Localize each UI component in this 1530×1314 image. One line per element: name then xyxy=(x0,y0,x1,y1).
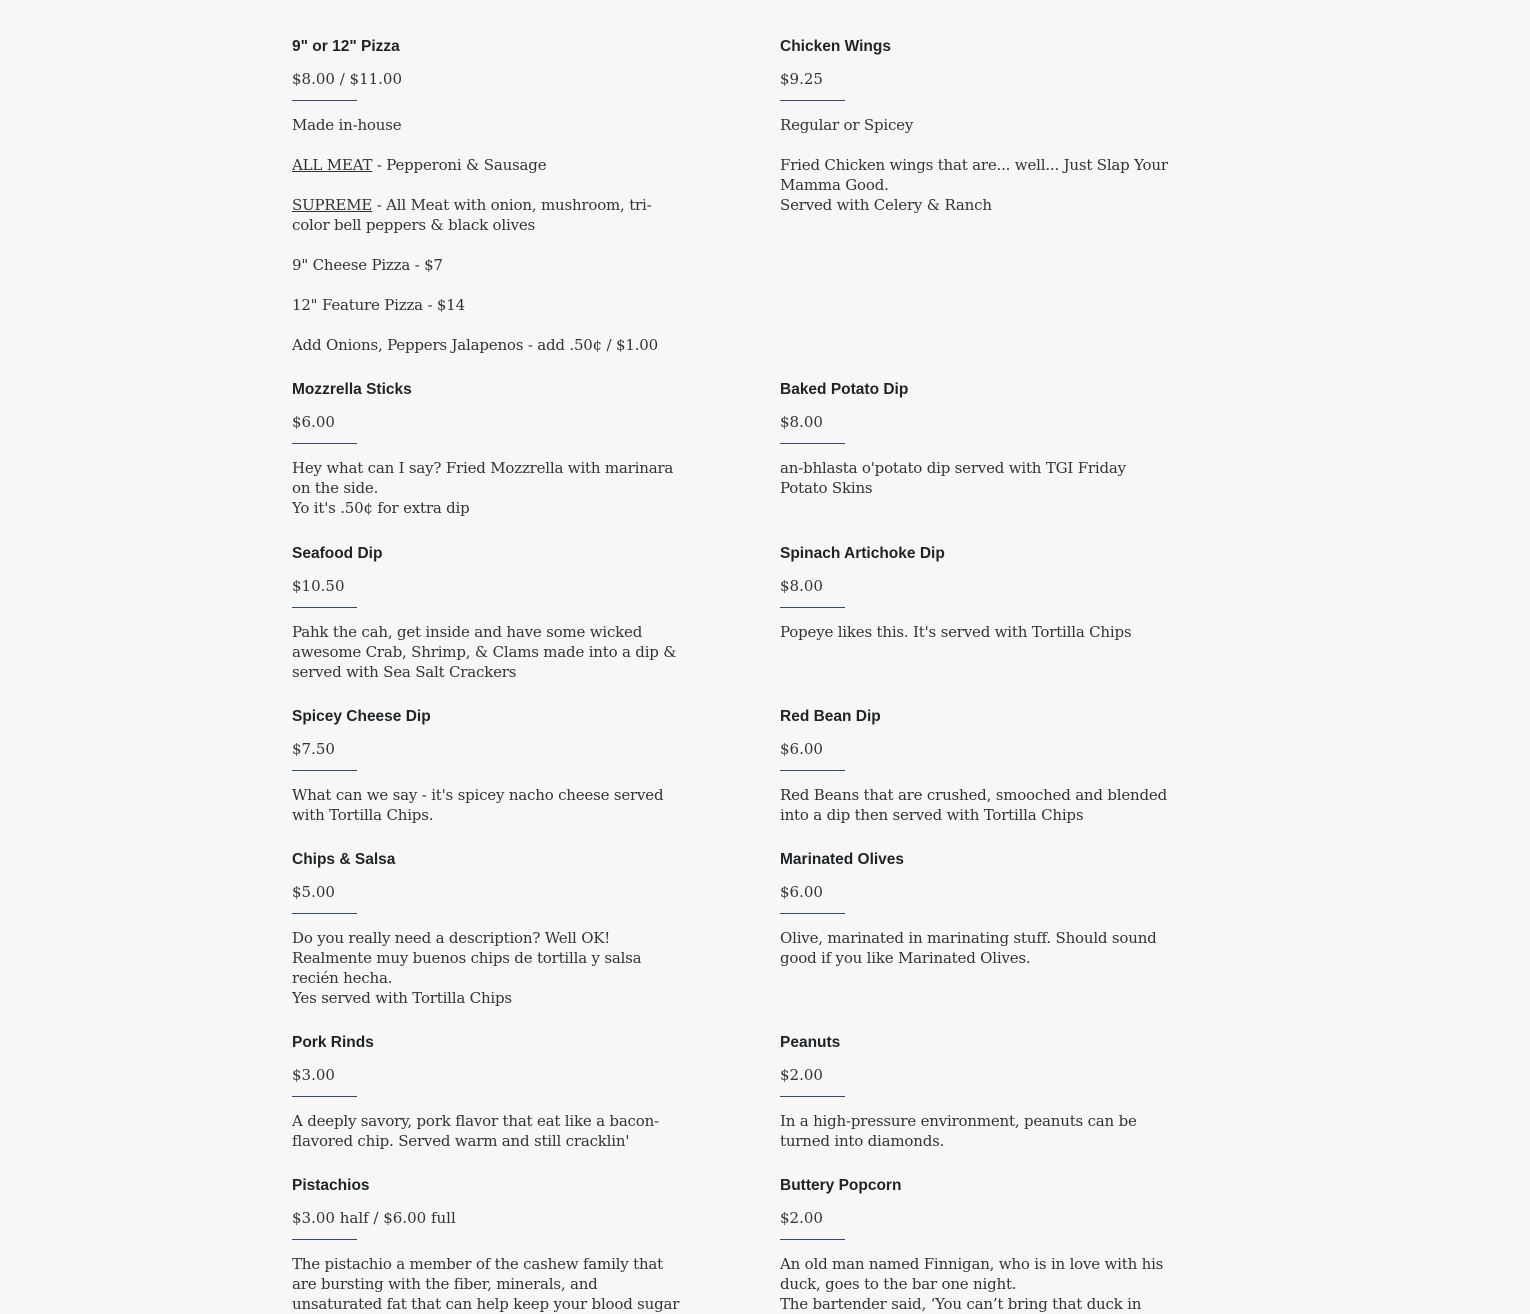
item-description xyxy=(292,785,684,825)
item-divider xyxy=(292,1096,357,1097)
menu-row xyxy=(292,380,1172,544)
menu-item-buttery-popcorn xyxy=(780,1176,1172,1314)
desc-line: The bartender said, ‘You can’t bring that duck in xyxy=(780,1295,1142,1313)
desc-line xyxy=(292,155,684,175)
item-price: $2.00 xyxy=(780,1066,823,1084)
menu-row xyxy=(292,1033,1172,1176)
desc-line: 9" Cheese Pizza - $7 xyxy=(292,256,443,274)
supreme-label: SUPREME xyxy=(292,196,373,214)
item-description xyxy=(292,1111,684,1151)
item-divider xyxy=(292,607,357,608)
item-divider xyxy=(292,100,357,101)
menu-item-peanuts xyxy=(780,1033,1172,1176)
item-description xyxy=(780,1111,1172,1151)
item-divider xyxy=(292,913,357,914)
item-name: Seafood Dip xyxy=(292,545,383,562)
menu-row xyxy=(292,37,1172,380)
item-description xyxy=(780,115,1172,215)
item-divider xyxy=(780,1239,845,1240)
menu-item-red-bean-dip xyxy=(780,707,1172,850)
item-description xyxy=(780,928,1172,968)
item-price: $3.00 half / $6.00 full xyxy=(292,1209,456,1227)
item-divider xyxy=(292,1239,357,1240)
menu-row xyxy=(292,1176,1172,1314)
desc-line: Red Beans that are crushed, smooched and blended into a dip then served with Tortilla Chips xyxy=(780,786,1167,824)
item-description xyxy=(292,115,684,355)
desc-line: An old man named Finnigan, who is in love with his duck, goes to the bar one night. xyxy=(780,1255,1164,1293)
item-divider xyxy=(780,443,845,444)
item-price: $5.00 xyxy=(292,883,335,901)
item-name: Pistachios xyxy=(292,1177,370,1194)
item-divider xyxy=(780,1096,845,1097)
item-price: $2.00 xyxy=(780,1209,823,1227)
item-price: $8.00 xyxy=(780,413,823,431)
desc-line: Made in-house xyxy=(292,116,402,134)
item-description xyxy=(780,458,1172,498)
item-name: Chicken Wings xyxy=(780,38,891,55)
desc-line: Yes served with Tortilla Chips xyxy=(292,989,512,1007)
desc-line: In a high-pressure environment, peanuts can be turned into diamonds. xyxy=(780,1112,1137,1150)
menu-row xyxy=(292,707,1172,850)
item-price: $8.00 / $11.00 xyxy=(292,70,403,88)
item-price: $7.50 xyxy=(292,740,335,758)
all-meat-label: ALL MEAT xyxy=(292,156,373,174)
item-price: $9.25 xyxy=(780,70,823,88)
item-price: $6.00 xyxy=(780,740,823,758)
item-name: 9" or 12" Pizza xyxy=(292,38,400,55)
item-price: $8.00 xyxy=(780,577,823,595)
menu-row xyxy=(292,544,1172,707)
desc-line: Add Onions, Peppers Jalapenos - add .50¢ / $1.00 xyxy=(292,336,658,354)
item-name: Pork Rinds xyxy=(292,1034,374,1051)
item-divider xyxy=(780,913,845,914)
desc-line: Olive, marinated in marinating stuff. Should sound good if you like Marinated Olives. xyxy=(780,929,1157,967)
desc-line: Pahk the cah, get inside and have some wicked awesome Crab, Shrimp, & Clams made into a dip & served with Sea Salt Crackers xyxy=(292,623,677,681)
item-name: Spicey Cheese Dip xyxy=(292,708,431,725)
item-description xyxy=(292,928,684,1008)
menu-item-seafood-dip xyxy=(292,544,684,707)
item-price: $6.00 xyxy=(780,883,823,901)
supreme-text: - All Meat with onion, mushroom, tri-color bell peppers & black olives xyxy=(292,196,652,234)
desc-line: Served with Celery & Ranch xyxy=(780,196,992,214)
desc-line: Fried Chicken wings that are... well... Just Slap Your Mamma Good. xyxy=(780,156,1168,194)
item-name: Chips & Salsa xyxy=(292,851,396,868)
item-name: Buttery Popcorn xyxy=(780,1177,902,1194)
item-description xyxy=(780,1254,1172,1314)
item-name: Spinach Artichoke Dip xyxy=(780,545,945,562)
item-description xyxy=(780,622,1172,642)
item-divider xyxy=(780,607,845,608)
desc-line: Yo it's .50¢ for extra dip xyxy=(292,499,470,517)
item-price: $6.00 xyxy=(292,413,335,431)
item-name: Red Bean Dip xyxy=(780,708,881,725)
desc-line: an-bhlasta o'potato dip served with TGI Friday Potato Skins xyxy=(780,459,1126,497)
menu xyxy=(292,37,1172,1314)
item-price: $3.00 xyxy=(292,1066,335,1084)
item-divider xyxy=(780,100,845,101)
item-name: Marinated Olives xyxy=(780,851,905,868)
item-description xyxy=(292,458,684,518)
menu-item-chicken-wings xyxy=(780,37,1172,380)
menu-item-chips-salsa xyxy=(292,850,684,1033)
item-name: Peanuts xyxy=(780,1034,841,1051)
item-description xyxy=(292,622,684,682)
desc-line: Regular or Spicey xyxy=(780,116,914,134)
menu-item-pizza xyxy=(292,37,684,380)
item-divider xyxy=(292,770,357,771)
all-meat-text: - Pepperoni & Sausage xyxy=(372,156,547,174)
desc-line: Do you really need a description? Well OK! xyxy=(292,929,611,947)
menu-item-marinated-olives xyxy=(780,850,1172,1033)
item-description xyxy=(780,785,1172,825)
desc-line xyxy=(292,195,684,235)
item-price: $10.50 xyxy=(292,577,345,595)
menu-item-baked-potato-dip xyxy=(780,380,1172,544)
menu-item-spicey-cheese-dip xyxy=(292,707,684,850)
menu-item-pork-rinds xyxy=(292,1033,684,1176)
desc-line: Realmente muy buenos chips de tortilla y salsa recién hecha. xyxy=(292,949,642,987)
desc-line: Hey what can I say? Fried Mozzrella with marinara on the side. xyxy=(292,459,674,497)
menu-item-pistachios xyxy=(292,1176,684,1314)
desc-line: What can we say - it's spicey nacho cheese served with Tortilla Chips. xyxy=(292,786,664,824)
menu-item-spinach-artichoke-dip xyxy=(780,544,1172,707)
menu-item-mozzrella-sticks xyxy=(292,380,684,544)
item-name: Baked Potato Dip xyxy=(780,381,909,398)
menu-row xyxy=(292,850,1172,1033)
desc-line: A deeply savory, pork flavor that eat like a bacon-flavored chip. Served warm and still cracklin' xyxy=(292,1112,659,1150)
item-divider xyxy=(780,770,845,771)
item-name: Mozzrella Sticks xyxy=(292,381,412,398)
item-divider xyxy=(292,443,357,444)
desc-line: The pistachio a member of the cashew family that are bursting with the fiber, minerals, and unsaturated fat that can help keep your blood sugar xyxy=(292,1255,680,1313)
desc-line: Popeye likes this. It's served with Tortilla Chips xyxy=(780,623,1132,641)
desc-line: 12" Feature Pizza - $14 xyxy=(292,296,465,314)
item-description xyxy=(292,1254,684,1314)
